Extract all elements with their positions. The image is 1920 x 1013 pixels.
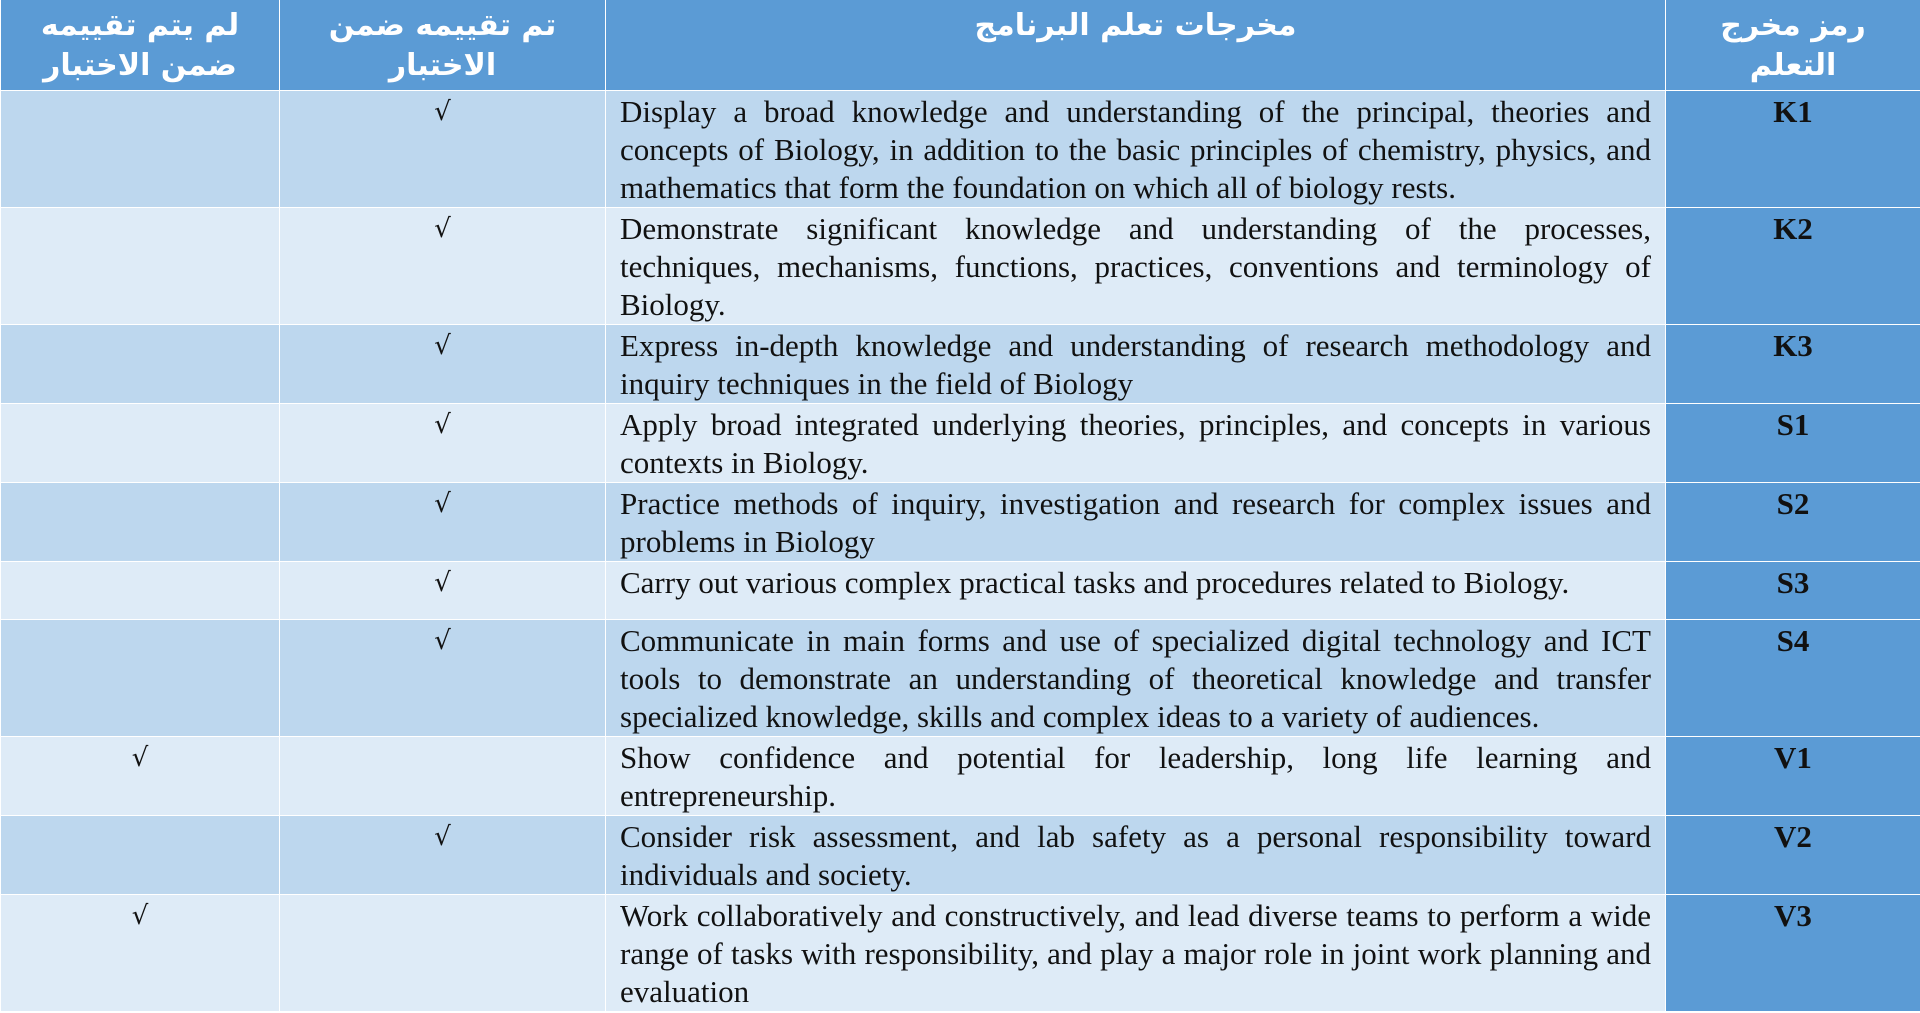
assessed-check: √	[280, 816, 606, 895]
header-outcomes: مخرجات تعلم البرنامج	[606, 0, 1666, 91]
outcome-description: Display a broad knowledge and understanding of the principal, theories and concepts of Biology, in addition to the basic principles of chemistry, physics, and mathematics that form the foundation on which all of biology rests.	[606, 91, 1666, 208]
outcome-description: Carry out various complex practical tasks and procedures related to Biology.	[606, 562, 1666, 620]
table-row	[1, 208, 1920, 325]
outcome-code: S3	[1666, 562, 1920, 620]
not-assessed-check: √	[1, 737, 280, 816]
outcome-code: S1	[1666, 404, 1920, 483]
assessed-check	[280, 895, 606, 1012]
table-row	[1, 737, 1920, 816]
outcome-code: V3	[1666, 895, 1920, 1012]
assessed-check: √	[280, 208, 606, 325]
not-assessed-check	[1, 325, 280, 404]
outcome-code: K3	[1666, 325, 1920, 404]
table-row	[1, 91, 1920, 208]
outcome-description: Practice methods of inquiry, investigation and research for complex issues and problems in Biology	[606, 483, 1666, 562]
assessed-check: √	[280, 620, 606, 737]
header-assessed: تم تقييمه ضمن الاختبار	[280, 0, 606, 91]
not-assessed-check	[1, 404, 280, 483]
header-row	[1, 0, 1920, 91]
not-assessed-check	[1, 562, 280, 620]
outcome-code: S2	[1666, 483, 1920, 562]
header-not-assessed: لم يتم تقييمه ضمن الاختبار	[1, 0, 280, 91]
assessed-check: √	[280, 404, 606, 483]
outcome-description: Work collaboratively and constructively, and lead diverse teams to perform a wide range of tasks with responsibility, and play a major role in joint work planning and evaluation	[606, 895, 1666, 1012]
table-row	[1, 325, 1920, 404]
table-row	[1, 483, 1920, 562]
table-row	[1, 404, 1920, 483]
outcome-code: V1	[1666, 737, 1920, 816]
not-assessed-check: √	[1, 895, 280, 1012]
assessed-check: √	[280, 325, 606, 404]
not-assessed-check	[1, 483, 280, 562]
not-assessed-check	[1, 91, 280, 208]
header-code: رمز مخرج التعلم	[1666, 0, 1920, 91]
not-assessed-check	[1, 620, 280, 737]
assessed-check: √	[280, 483, 606, 562]
outcome-code: K2	[1666, 208, 1920, 325]
outcome-description: Demonstrate significant knowledge and understanding of the processes, techniques, mechanisms, functions, practices, conventions and terminology of Biology.	[606, 208, 1666, 325]
assessed-check	[280, 737, 606, 816]
outcome-code: S4	[1666, 620, 1920, 737]
table-row	[1, 816, 1920, 895]
outcome-code: V2	[1666, 816, 1920, 895]
outcome-description: Communicate in main forms and use of specialized digital technology and ICT tools to demonstrate an understanding of theoretical knowledge and transfer specialized knowledge, skills and complex ideas to a variety of audiences.	[606, 620, 1666, 737]
outcome-description: Consider risk assessment, and lab safety as a personal responsibility toward individuals and society.	[606, 816, 1666, 895]
outcome-description: Show confidence and potential for leadership, long life learning and entrepreneurship.	[606, 737, 1666, 816]
not-assessed-check	[1, 208, 280, 325]
not-assessed-check	[1, 816, 280, 895]
outcome-description: Apply broad integrated underlying theories, principles, and concepts in various contexts in Biology.	[606, 404, 1666, 483]
outcome-code: K1	[1666, 91, 1920, 208]
table-row	[1, 620, 1920, 737]
assessed-check: √	[280, 91, 606, 208]
table-row	[1, 562, 1920, 620]
table-row	[1, 895, 1920, 1012]
assessed-check: √	[280, 562, 606, 620]
outcome-description: Express in-depth knowledge and understanding of research methodology and inquiry techniques in the field of Biology	[606, 325, 1666, 404]
